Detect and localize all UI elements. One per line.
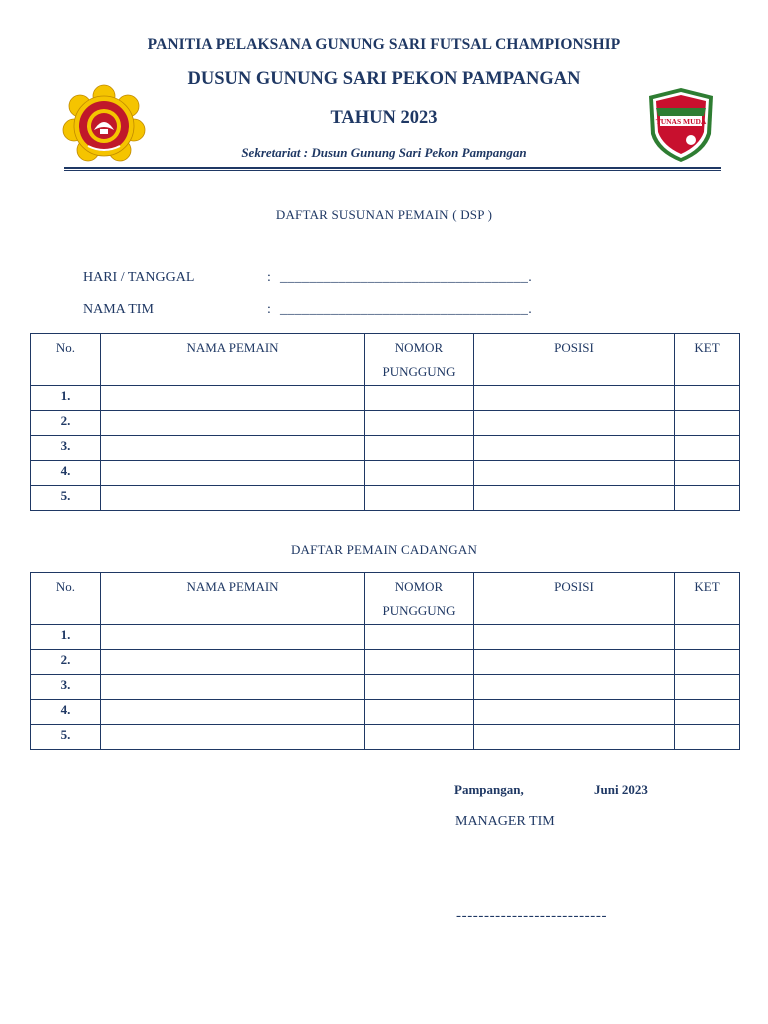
position-cell[interactable] [474,650,675,675]
jersey-number-cell[interactable] [365,486,474,511]
row-number: 4. [31,461,101,486]
jersey-number-cell[interactable] [365,411,474,436]
day-date-field[interactable]: __________________________________. [280,270,532,285]
lineup-table [30,333,740,511]
row-number: 5. [31,486,101,511]
position-cell[interactable] [474,725,675,750]
table-row [31,700,740,725]
badge-logo-text: TUNAS MUDA [655,117,707,126]
position-cell[interactable] [474,461,675,486]
row-number: 5. [31,725,101,750]
signature-date: Juni 2023 [594,782,648,797]
jersey-number-cell[interactable] [365,461,474,486]
note-cell[interactable] [675,625,740,650]
jersey-number-cell[interactable] [365,650,474,675]
table-row [31,436,740,461]
col-header-note: KET [675,334,740,386]
jersey-number-cell[interactable] [365,386,474,411]
table-row [31,675,740,700]
header-org: PANITIA PELAKSANA GUNUNG SARI FUTSAL CHAMPIONSHIP [147,36,621,53]
jersey-number-cell[interactable] [365,625,474,650]
header-location: DUSUN GUNUNG SARI PEKON PAMPANGAN [187,69,581,89]
row-number: 2. [31,650,101,675]
signature-line[interactable]: --------------------------- [456,908,608,924]
col-header-note: KET [675,573,740,625]
header-rule-thick [64,167,721,169]
player-name-cell[interactable] [101,436,365,461]
header-year: TAHUN 2023 [330,108,438,128]
row-number: 3. [31,675,101,700]
position-cell[interactable] [474,700,675,725]
col-header-jersey-number [365,334,474,386]
row-number: 1. [31,386,101,411]
player-name-cell[interactable] [101,700,365,725]
form-title: DAFTAR SUSUNAN PEMAIN ( DSP ) [275,207,493,222]
row-number: 2. [31,411,101,436]
lineup-header-row [31,334,740,386]
position-cell[interactable] [474,625,675,650]
field-colon-team-name: : [267,302,271,317]
position-cell[interactable] [474,436,675,461]
header-secretariat: Sekretariat : Dusun Gunung Sari Pekon Pampangan [241,145,527,160]
row-number: 1. [31,625,101,650]
col-header-jersey-line2: PUNGGUNG [382,603,456,618]
jersey-number-cell[interactable] [365,436,474,461]
col-header-position: POSISI [474,334,675,386]
row-number: 3. [31,436,101,461]
col-header-no: No. [31,334,101,386]
note-cell[interactable] [675,436,740,461]
reserves-title: DAFTAR PEMAIN CADANGAN [290,542,478,557]
badge-logo-right [646,86,716,164]
reserves-header-row [31,573,740,625]
position-cell[interactable] [474,486,675,511]
player-name-cell[interactable] [101,725,365,750]
jersey-number-cell[interactable] [365,675,474,700]
col-header-position: POSISI [474,573,675,625]
signature-role: MANAGER TIM [455,814,555,829]
col-header-jersey-line1: NOMOR [394,579,444,594]
col-header-player-name: NAMA PEMAIN [101,573,365,625]
col-header-jersey-line1: NOMOR [394,340,444,355]
team-name-field[interactable]: __________________________________. [280,302,532,317]
player-name-cell[interactable] [101,675,365,700]
col-header-player-name: NAMA PEMAIN [101,334,365,386]
note-cell[interactable] [675,650,740,675]
col-header-jersey-line2: PUNGGUNG [382,364,456,379]
table-row [31,725,740,750]
player-name-cell[interactable] [101,386,365,411]
reserves-table [30,572,740,750]
note-cell[interactable] [675,700,740,725]
col-header-jersey-number [365,573,474,625]
position-cell[interactable] [474,411,675,436]
table-row [31,386,740,411]
player-name-cell[interactable] [101,411,365,436]
note-cell[interactable] [675,675,740,700]
note-cell[interactable] [675,386,740,411]
seal-logo-left [60,84,148,164]
row-number: 4. [31,700,101,725]
jersey-number-cell[interactable] [365,725,474,750]
table-row [31,461,740,486]
note-cell[interactable] [675,486,740,511]
signature-place: Pampangan, [454,782,524,797]
player-name-cell[interactable] [101,461,365,486]
col-header-no: No. [31,573,101,625]
field-colon-day-date: : [267,270,271,285]
table-row [31,411,740,436]
field-label-team-name: NAMA TIM [83,302,154,317]
note-cell[interactable] [675,461,740,486]
player-name-cell[interactable] [101,650,365,675]
player-name-cell[interactable] [101,486,365,511]
table-row [31,625,740,650]
table-row [31,650,740,675]
note-cell[interactable] [675,725,740,750]
field-label-day-date: HARI / TANGGAL [83,270,195,285]
note-cell[interactable] [675,411,740,436]
jersey-number-cell[interactable] [365,700,474,725]
table-row [31,486,740,511]
position-cell[interactable] [474,675,675,700]
header-rule-thin [64,170,721,171]
player-name-cell[interactable] [101,625,365,650]
position-cell[interactable] [474,386,675,411]
